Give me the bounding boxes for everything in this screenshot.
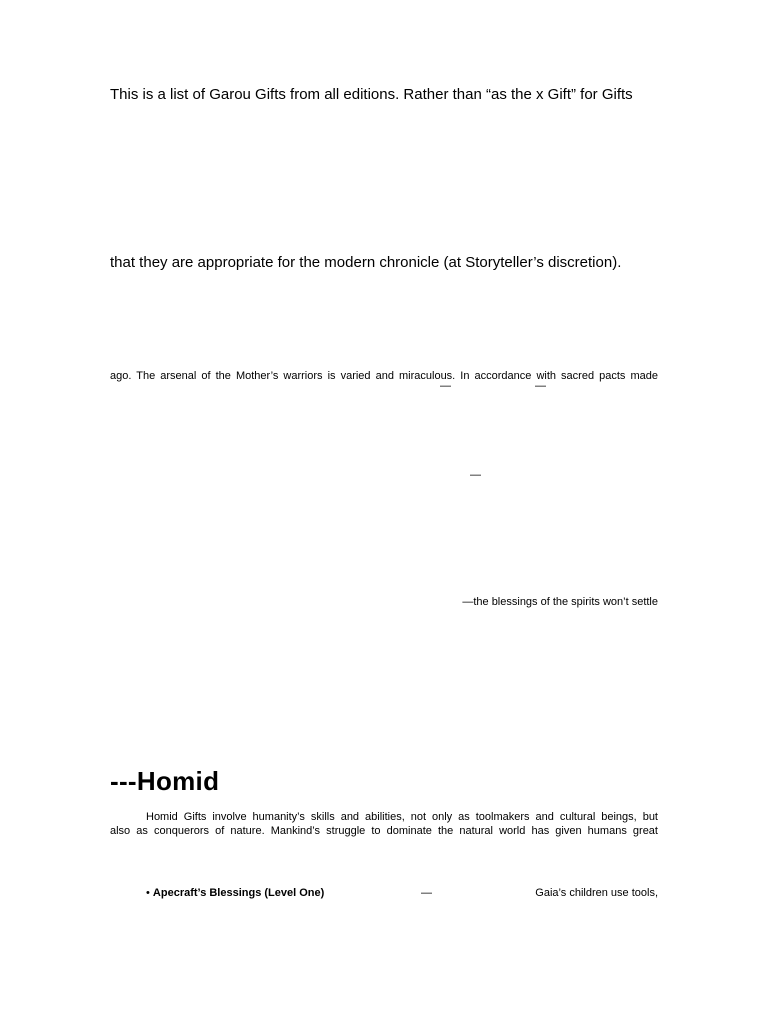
gift-entry <box>146 887 324 899</box>
gift-description: Gaia’s children use tools, <box>535 887 658 899</box>
section-paragraph-line-2: also as conquerors of nature. Mankind’s struggle to dominate the natural world has given humans great <box>110 825 658 837</box>
gift-name: Apecraft’s Blessings (Level One) <box>152 887 325 899</box>
section-paragraph-line-1: Homid Gifts involve humanity’s skills and abilities, not only as toolmakers and cultural beings, but <box>146 811 658 823</box>
em-dash: — <box>421 887 432 899</box>
em-dash: — <box>440 380 451 392</box>
em-dash: — <box>535 380 546 392</box>
intro-line-1: This is a list of Garou Gifts from all editions. Rather than “as the x Gift” for Gifts <box>110 86 633 103</box>
intro-line-4: —the blessings of the spirits won’t settle <box>462 596 658 608</box>
intro-line-3: ago. The arsenal of the Mother’s warriors is varied and miraculous. In accordance with sacred pacts made <box>110 370 658 382</box>
em-dash: — <box>470 469 481 481</box>
bullet-glyph: • <box>146 887 150 899</box>
section-heading: ---Homid <box>110 766 220 796</box>
intro-line-2: that they are appropriate for the modern chronicle (at Storyteller’s discretion). <box>110 254 622 271</box>
